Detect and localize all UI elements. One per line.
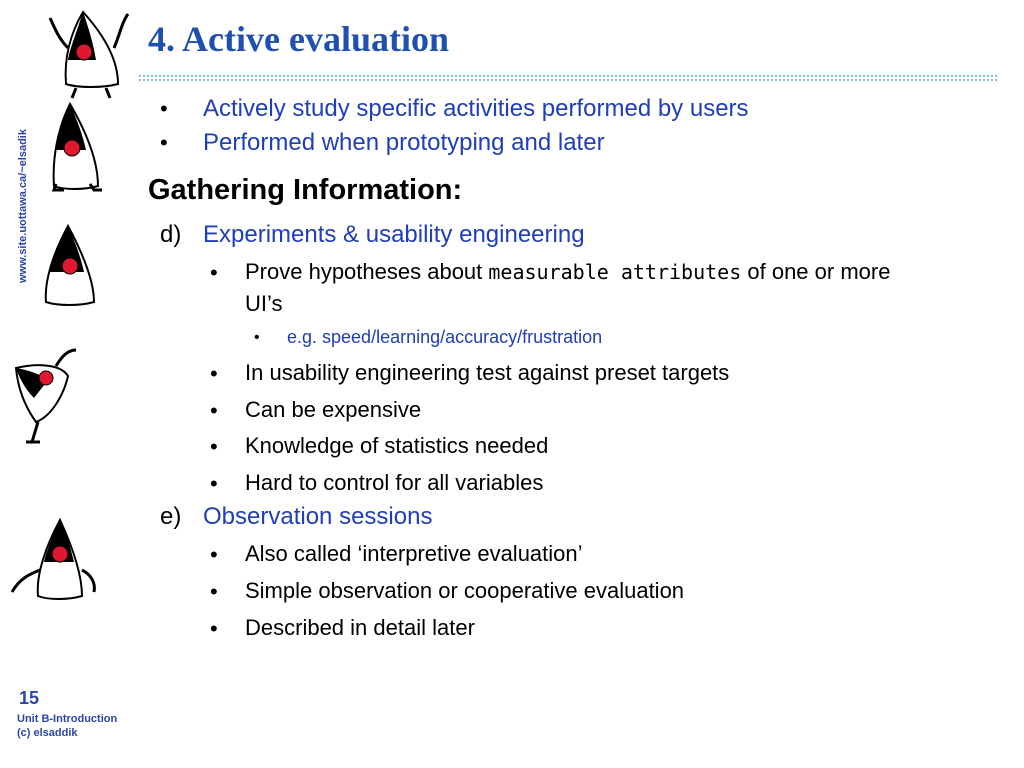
bullet-marker: • <box>160 96 168 121</box>
list-item-text: Prove hypotheses about <box>245 259 489 284</box>
bullet-marker: • <box>210 398 218 423</box>
bullet-marker: • <box>210 361 218 386</box>
duke-mascot-standing-icon <box>54 104 102 190</box>
slide-title: 4. Active evaluation <box>148 19 449 59</box>
side-url-text: www.site.uottawa.ca/~elsadik <box>17 129 29 283</box>
top-bullet: Actively study specific activities performed by users <box>203 95 749 122</box>
duke-mascot-plain-icon <box>46 226 94 305</box>
section-marker: e) <box>160 503 182 530</box>
top-bullet: Performed when prototyping and later <box>203 129 605 156</box>
list-item: Also called ‘interpretive evaluation’ <box>245 541 583 566</box>
duke-mascot-tilted-icon <box>16 350 76 442</box>
section-marker: d) <box>160 221 182 248</box>
page-number: 15 <box>19 688 40 708</box>
bullet-marker: • <box>210 434 218 459</box>
list-item: Described in detail later <box>245 615 475 640</box>
list-item: Can be expensive <box>245 397 422 422</box>
list-item-continuation: UI’s <box>245 291 283 316</box>
duke-mascot-waving-icon <box>50 12 128 98</box>
duke-mascot-arms-out-icon <box>12 520 94 599</box>
bullet-marker: • <box>210 579 218 604</box>
bullet-marker: • <box>210 260 218 285</box>
section-label: Observation sessions <box>203 503 433 530</box>
list-item-text: of one or more <box>741 259 891 284</box>
section-label: Experiments & usability engineering <box>203 221 585 248</box>
section-heading: Gathering Information: <box>148 174 463 206</box>
bullet-marker: • <box>210 471 218 496</box>
bullet-marker: • <box>254 329 260 346</box>
footer-copyright: (c) elsaddik <box>17 727 78 739</box>
list-item: Simple observation or cooperative evaluation <box>245 578 685 603</box>
list-item: In usability engineering test against preset targets <box>245 360 730 385</box>
list-item <box>245 259 890 285</box>
bullet-marker: • <box>210 542 218 567</box>
list-item: Hard to control for all variables <box>245 470 544 495</box>
list-item: Knowledge of statistics needed <box>245 433 549 458</box>
title-divider <box>138 74 998 82</box>
footer-text <box>17 712 117 740</box>
list-item-emphasis: measurable attributes <box>488 260 742 284</box>
bullet-marker: • <box>210 616 218 641</box>
sub-list-item: e.g. speed/learning/accuracy/frustration <box>287 327 603 347</box>
footer-unit: Unit B-Introduction <box>17 713 118 725</box>
duke-mascots <box>0 0 140 620</box>
bullet-marker: • <box>160 130 168 155</box>
